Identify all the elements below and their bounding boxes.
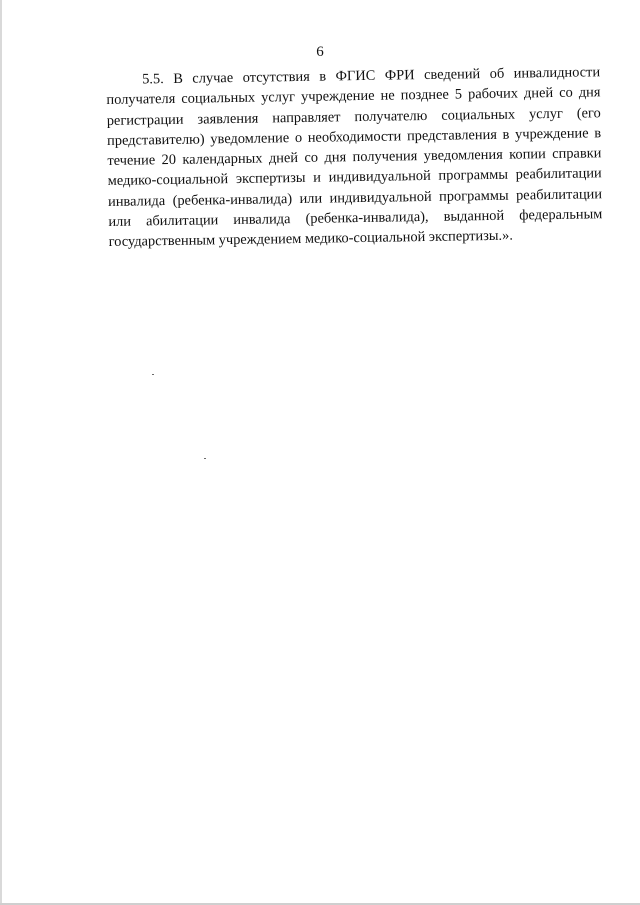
paragraph-line: или абилитации инвалида (ребенка-инвалида), выданной федеральным <box>108 206 603 231</box>
scan-speck <box>152 374 154 375</box>
page-number: 6 <box>316 44 324 60</box>
paragraph-line: государственным учреждением медико-социальной экспертизы.». <box>108 228 514 251</box>
paragraph-5-5 <box>106 62 603 252</box>
paragraph-line: инвалида (ребенка-инвалида) или индивидуальной программы реабилитации <box>107 186 603 210</box>
scan-edge-left <box>0 0 2 905</box>
paragraph-line: регистрации заявления направляет получателю социальных услуг (его <box>106 104 601 129</box>
paragraph-line: 5.5. В случае отсутствия в ФГИС ФРИ сведений об инвалидности <box>142 64 601 88</box>
paragraph-line: представителю) уведомление о необходимости представления в учреждение в <box>106 125 602 149</box>
paragraph-line: получателя социальных услуг учреждение не позднее 5 рабочих дней со дня <box>106 84 601 109</box>
scan-speck <box>204 458 206 459</box>
paragraph-line: течение 20 календарных дней со дня получения уведомления копии справки <box>107 145 602 170</box>
paragraph-line: медико-социальной экспертизы и индивидуальной программы реабилитации <box>107 165 602 190</box>
